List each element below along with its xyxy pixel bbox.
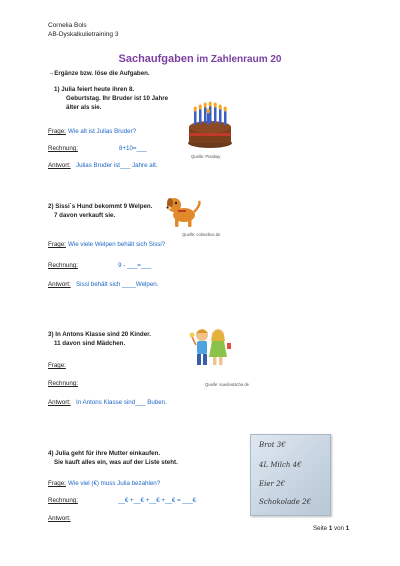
task2-rechnung[interactable]: 9 - ___=___	[118, 262, 152, 269]
task1-antwort-label: Antwort:	[48, 162, 71, 169]
birthday-cake-image	[184, 99, 236, 151]
task1-line-3: älter als sie.	[66, 104, 102, 111]
task2-frage-label: Frage:	[48, 241, 66, 248]
dog-image	[164, 193, 202, 229]
task2-line-2: 7 davon verkauft sie.	[54, 212, 116, 219]
task2-frage: Wie viele Welpen behält sich Sissi?	[68, 241, 166, 248]
footer-total: 1	[345, 525, 350, 532]
task1-rechnung[interactable]: 8+10=___	[119, 145, 147, 152]
task4-line-1: 4) Julia geht für ihre Mutter einkaufen.	[48, 450, 161, 457]
task2-antwort-label: Antwort:	[48, 281, 71, 288]
title-main: Sachaufgaben	[118, 53, 194, 65]
task3-line-1: 3) In Antons Klasse sind 20 Kinder.	[48, 331, 151, 338]
author-name: Cornelia Bols	[48, 22, 87, 29]
shopping-item-milk: 4L Milch 4€	[259, 461, 302, 469]
page-title	[0, 53, 400, 65]
task1-rechnung-label: Rechnung:	[48, 145, 78, 152]
task2-image-credit: Quelle: colourbox.de	[182, 232, 221, 237]
title-sub: im Zahlenraum 20	[193, 54, 282, 65]
shopping-item-bread: Brot 3€	[259, 441, 286, 449]
task1-frage-label: Frage:	[48, 128, 66, 135]
task3-line-2: 11 davon sind Mädchen.	[54, 340, 126, 347]
shopping-item-eggs: Eier 2€	[259, 480, 285, 488]
footer-page: 1	[328, 525, 333, 532]
shopping-list-note	[250, 434, 331, 516]
task1-antwort[interactable]: Julias Bruder ist___ Jahre alt.	[76, 162, 158, 169]
task3-frage-label: Frage:	[48, 362, 66, 369]
footer-middle: von	[332, 525, 346, 532]
task3-rechnung-label: Rechnung:	[48, 380, 78, 387]
task4-frage-label: Frage:	[48, 480, 66, 487]
course-name: AB-Dyskalkulietraining 3	[48, 31, 119, 38]
task2-antwort[interactable]: Sissi behält sich ____Welpen.	[76, 281, 159, 288]
task1-line-1: 1) Julia feiert heute ihren 8.	[54, 86, 135, 93]
page-number	[313, 525, 349, 532]
task4-antwort-label: Antwort:	[48, 515, 71, 522]
children-image	[188, 327, 232, 367]
task4-rechnung[interactable]: __€ +__€ +__€ +__€ = ___€	[118, 497, 197, 504]
task1-line-2: Geburtstag. Ihr Bruder ist 10 Jahre	[66, 95, 169, 102]
instruction: →Ergänze bzw. löse die Aufgaben.	[48, 70, 150, 77]
task4-rechnung-label: Rechnung:	[48, 497, 78, 504]
task3-antwort-label: Antwort:	[48, 399, 71, 406]
task2-rechnung-label: Rechnung:	[48, 262, 78, 269]
shopping-item-chocolate: Schokolade 2€	[259, 498, 312, 506]
footer-prefix: Seite	[313, 525, 329, 532]
task1-frage: Wie alt ist Julias Bruder?	[68, 128, 137, 135]
task4-line-2: Sie kauft alles ein, was auf der Liste steht.	[54, 459, 178, 466]
task3-image-credit: Quelle: suedeutsche.de	[205, 382, 249, 387]
task3-antwort[interactable]: In Antons Klasse sind___ Buben.	[76, 399, 167, 406]
task1-image-credit: Quelle: Pixabay	[191, 154, 221, 159]
task4-frage: Wie viel (€) muss Julia bezahlen?	[68, 480, 161, 487]
task2-line-1: 2) Sissi´s Hund bekommt 9 Welpen.	[48, 203, 153, 210]
